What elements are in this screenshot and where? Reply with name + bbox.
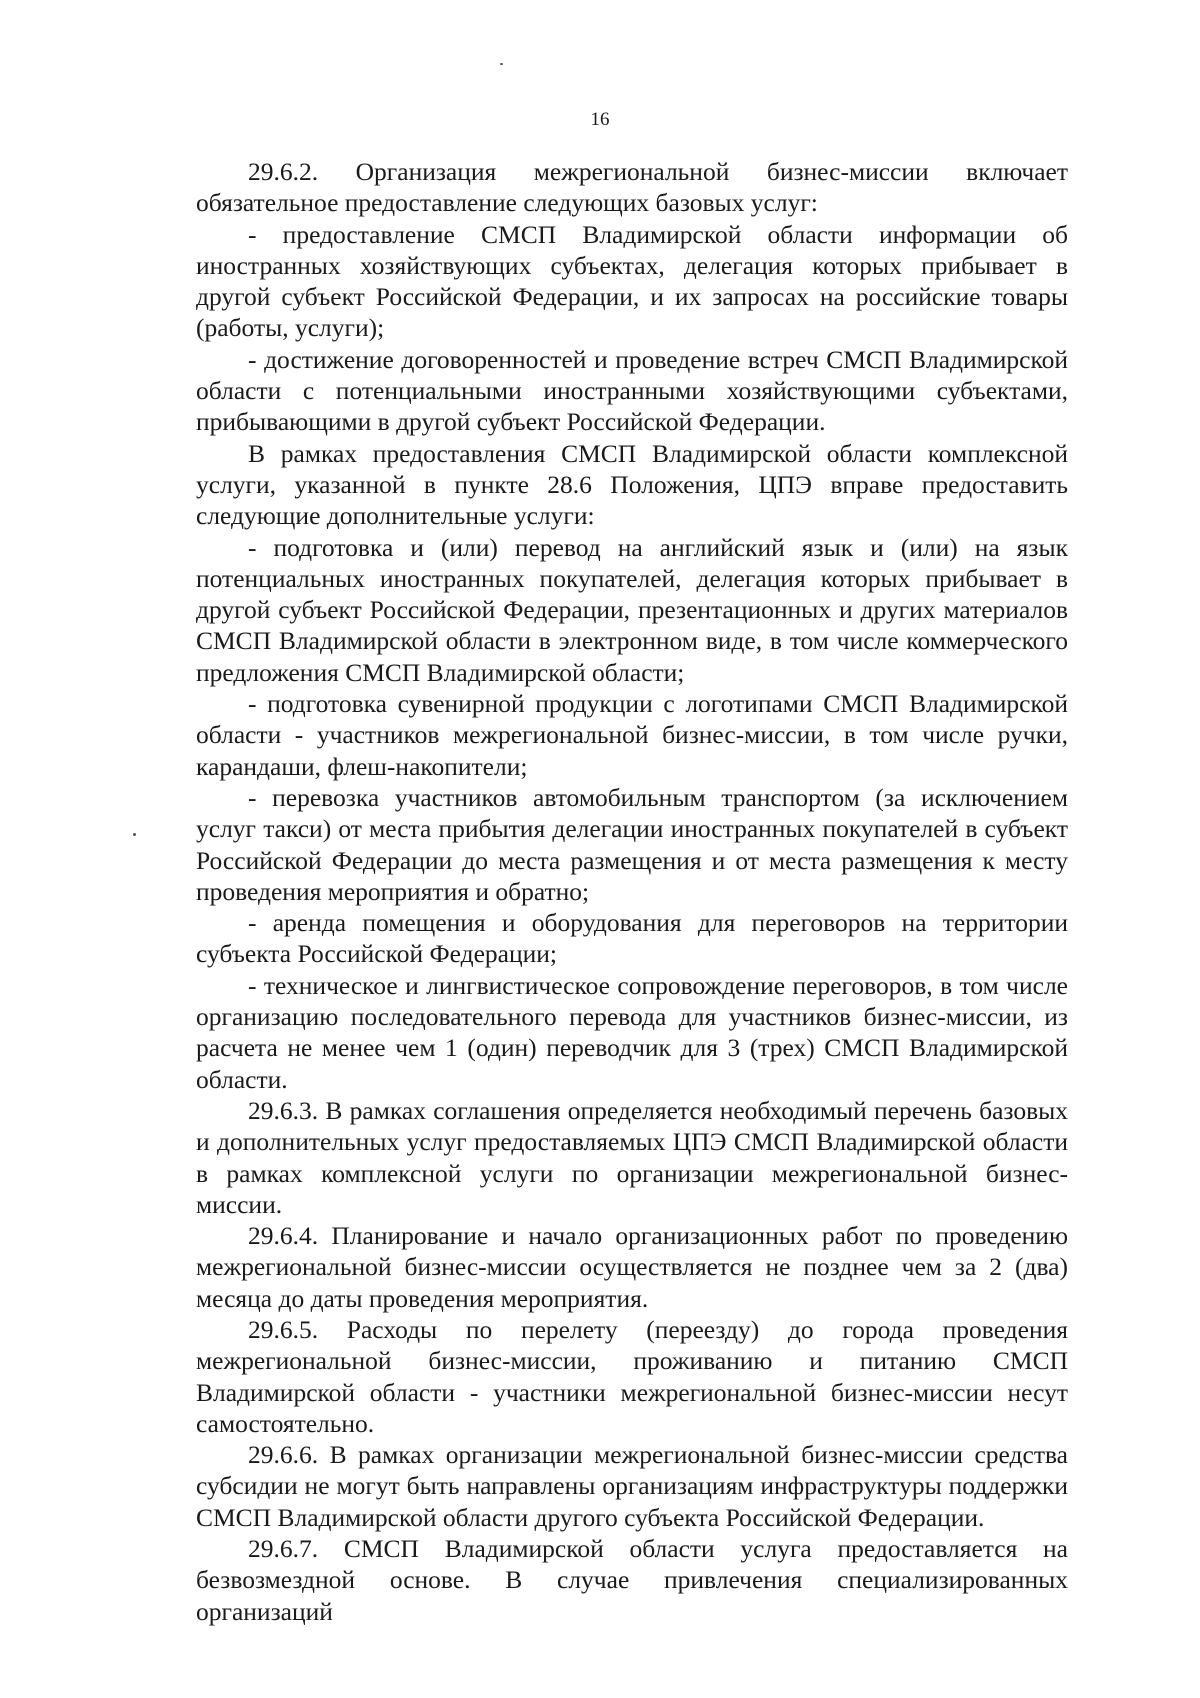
page-number: 16 — [590, 109, 610, 130]
list-item-linguistic-support: - техническое и лингвистическое сопровождение переговоров, в том числе организацию последовательного перевода для участников бизнес-миссии, из расчета не менее чем 1 (один) переводчик для 3 (трех) СМСП Владимирской области. — [196, 970, 1068, 1094]
document-body — [196, 156, 1068, 1627]
list-item-souvenirs: - подготовка сувенирной продукции с логотипами СМСП Владимирской области - участников межрегиональной бизнес-миссии, в том числе ручки, карандаши, флеш-накопители; — [196, 689, 1068, 781]
paragraph-29-6-4: 29.6.4. Планирование и начало организационных работ по проведению межрегиональной бизнес-миссии осуществляется не позднее чем за 2 (два) месяца до даты проведения мероприятия. — [196, 1221, 1068, 1313]
paragraph-29-6-5: 29.6.5. Расходы по перелету (переезду) до города проведения межрегиональной бизнес-миссии, проживанию и питанию СМСП Владимирской области - участники межрегиональной бизнес-миссии несут самостоятельно. — [196, 1314, 1068, 1438]
list-item-info-foreign-entities: - предоставление СМСП Владимирской области информации об иностранных хозяйствующих субъектах, делегация которых прибывает в другой субъект Российской Федерации, и их запросах на российские товары (работы, услуги); — [196, 219, 1068, 343]
paragraph-29-6-7: 29.6.7. СМСП Владимирской области услуга предоставляется на безвозмездной основе. В случае привлечения специализированных организаций — [196, 1534, 1068, 1626]
paragraph-29-6-6: 29.6.6. В рамках организации межрегиональной бизнес-миссии средства субсидии не могут быть направлены организациям инфраструктуры поддержки СМСП Владимирской области другого субъекта Российской Федерации. — [196, 1440, 1068, 1532]
paragraph-29-6-3: 29.6.3. В рамках соглашения определяется необходимый перечень базовых и дополнительных услуг предоставляемых ЦПЭ СМСП Владимирской области в рамках комплексной услуги по организации межрегиональной бизнес-миссии. — [196, 1095, 1068, 1219]
scan-speck — [500, 63, 503, 65]
list-item-meetings: - достижение договоренностей и проведение встреч СМСП Владимирской области с потенциальными иностранными хозяйствующими субъектами, прибывающими в другой субъект Российской Федерации. — [196, 344, 1068, 437]
paragraph-29-6-2: 29.6.2. Организация межрегиональной бизнес-миссии включает обязательное предоставление следующих базовых услуг: — [196, 157, 1068, 218]
list-item-translation: - подготовка и (или) перевод на английский язык и (или) на язык потенциальных иностранных покупателей, делегация которых прибывает в другой субъект Российской Федерации, презентационных и других материалов СМСП Владимирской области в электронном виде, в том числе коммерческого предложения СМСП Владимирской области; — [196, 532, 1068, 687]
paragraph-additional-services: В рамках предоставления СМСП Владимирской области комплексной услуги, указанной в пункте 28.6 Положения, ЦПЭ вправе предоставить следующие дополнительные услуги: — [196, 438, 1068, 531]
list-item-transport: - перевозка участников автомобильным транспортом (за исключением услуг такси) от места прибытия делегации иностранных покупателей в субъект Российской Федерации до места размещения и от места размещения к месту проведения мероприятия и обратно; — [196, 782, 1068, 906]
scan-speck — [133, 833, 136, 836]
list-item-premises-rental: - аренда помещения и оборудования для переговоров на территории субъекта Российской Федерации; — [196, 908, 1068, 969]
